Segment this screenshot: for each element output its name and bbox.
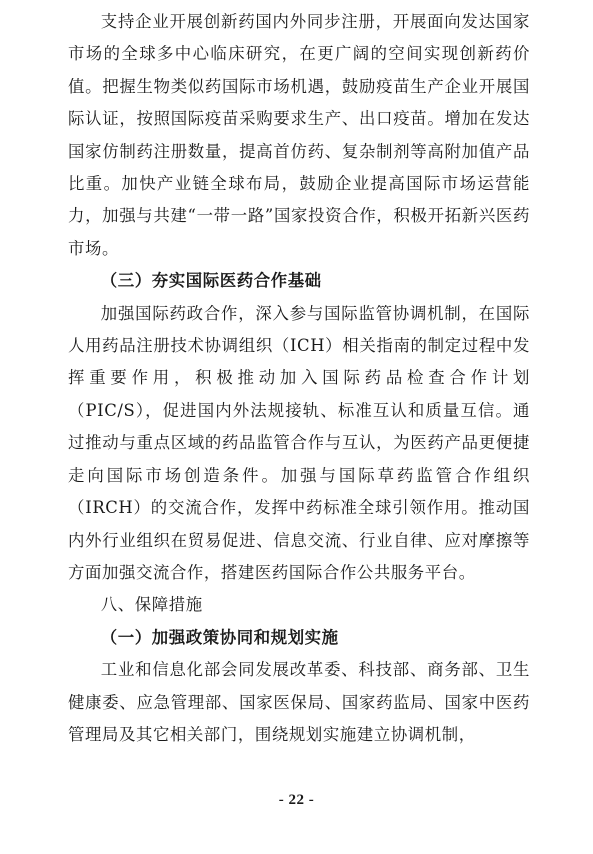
body-paragraph-coordination-mechanism: 工业和信息化部会同发展改革委、科技部、商务部、卫生健康委、应急管理部、国家医保局、国家药监局、国家中医药管理局及其它相关部门，围绕规划实施建立协调机制， [68,660,530,744]
sub-heading-international-cooperation: （三）夯实国际医药合作基础 [100,271,322,291]
page-number: - 22 - [278,792,315,808]
document-body [68,6,530,751]
sub-heading-policy-coordination: （一）加强政策协同和规划实施 [100,627,339,647]
body-paragraph-international-registration: 支持企业开展创新药国内外同步注册，开展面向发达国家市场的全球多中心临床研究，在更广阔的空间实现创新药价值。把握生物类似药国际市场机遇，鼓励疫苗生产企业开展国际认证，按照国际疫苗采购要求生产、出口疫苗。增加在发达国家仿制药注册数量，提高首仿药、复杂制剂等高附加值产品比重。加快产业链全球布局，鼓励企业提高国际市场运营能力，加强与共建“一带一路”国家投资合作，积极开拓新兴医药市场。 [68,12,530,258]
section-heading-safeguard-measures: 八、保障措施 [100,595,203,615]
body-paragraph-regulatory-cooperation: 加强国际药政合作，深入参与国际监管协调机制，在国际人用药品注册技术协调组织（ICH）相关指南的制定过程中发挥重要作用，积极推动加入国际药品检查合作计划（PIC/S），促进国内外法规接轨、标准互认和质量互信。通过推动与重点区域的药品监管合作与互认，为医药产品更便捷走向国际市场创造条件。加强与国际草药监管合作组织（IRCH）的交流合作，发挥中药标准全球引领作用。推动国内外行业组织在贸易促进、信息交流、行业自律、应对摩擦等方面加强交流合作，搭建医药国际合作公共服务平台。 [68,303,530,582]
